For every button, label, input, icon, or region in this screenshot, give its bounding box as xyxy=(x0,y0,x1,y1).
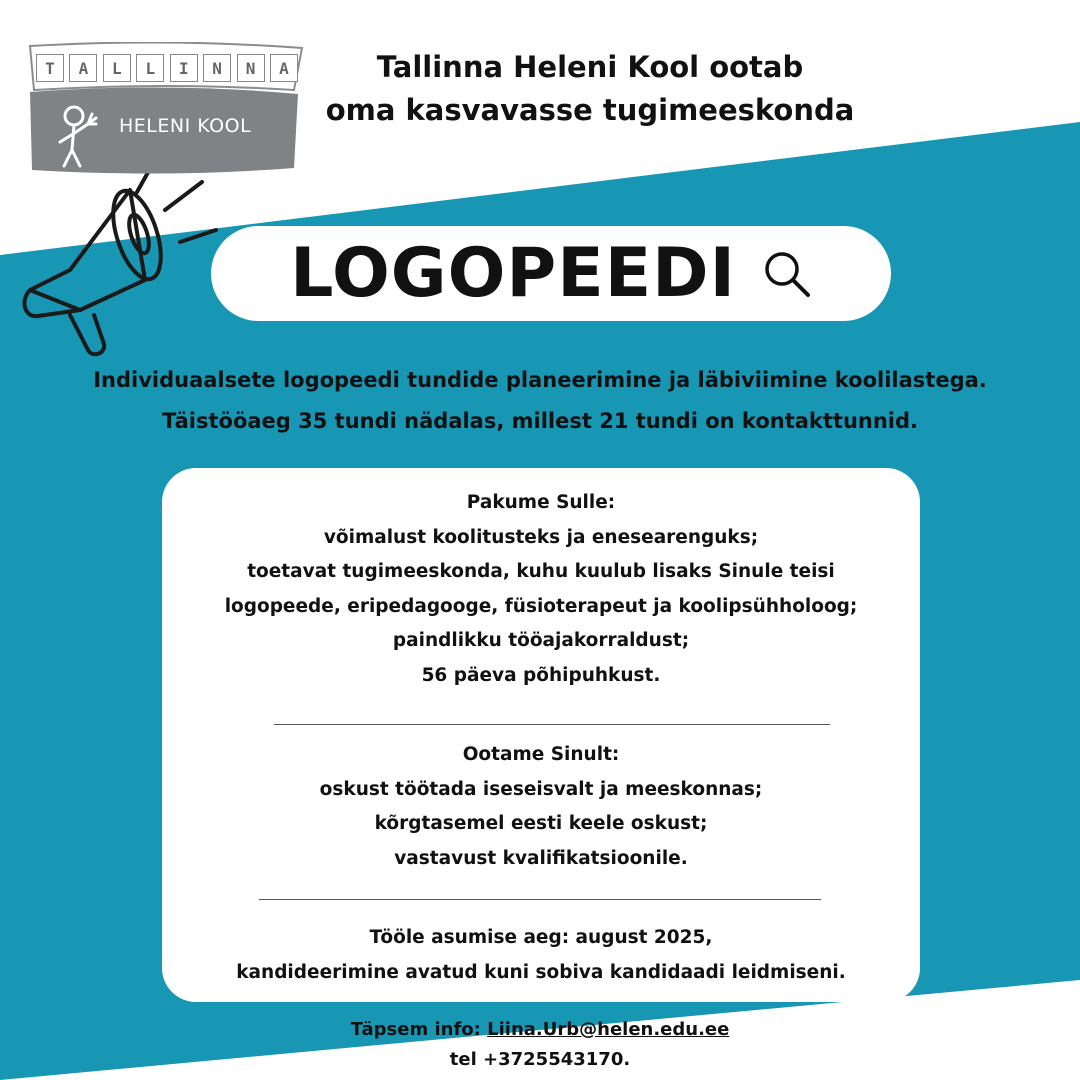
header-line-1: Tallinna Heleni Kool ootab xyxy=(376,50,804,84)
start-section xyxy=(162,921,920,990)
job-description xyxy=(30,360,1050,442)
expect-item: oskust töötada iseseisvalt ja meeskonnas; xyxy=(319,778,763,800)
email-link[interactable]: Liina.Urb@helen.edu.ee xyxy=(487,1019,730,1040)
logo-letter: I xyxy=(170,54,198,82)
expect-item: vastavust kvalifikatsioonile. xyxy=(394,847,688,869)
start-line-2: kandideerimine avatud kuni sobiva kandidaadi leidmiseni. xyxy=(236,961,846,983)
logo-letter: L xyxy=(136,54,164,82)
offer-heading: Pakume Sulle: xyxy=(466,492,616,513)
expect-section xyxy=(162,738,920,876)
offer-item: 56 päeva põhipuhkust. xyxy=(421,664,661,686)
logo-letter: T xyxy=(36,54,64,82)
logo-letter: A xyxy=(270,54,298,82)
search-icon xyxy=(762,249,812,299)
header-text xyxy=(300,46,880,132)
logo-letter: A xyxy=(69,54,97,82)
intro-line-2: Täistööaeg 35 tundi nädalas, millest 21 tundi on kontakttunnid. xyxy=(161,409,919,433)
logo-letters xyxy=(36,50,298,86)
expect-item: kõrgtasemel eesti keele oskust; xyxy=(374,813,708,834)
logo-letter: N xyxy=(203,54,231,82)
job-title: LOGOPEEDI xyxy=(290,234,736,313)
intro-line-1: Individuaalsete logopeedi tundide planeerimine ja läbiviimine koolilastega. xyxy=(93,368,987,392)
title-box xyxy=(211,226,891,321)
logo-letter: L xyxy=(103,54,131,82)
school-logo xyxy=(26,42,306,178)
offer-item: toetavat tugimeeskonda, kuhu kuulub lisaks Sinule teisi xyxy=(247,561,835,582)
start-line-1: Tööle asumise aeg: august 2025, xyxy=(369,927,713,948)
logo-letter: N xyxy=(237,54,265,82)
offer-section xyxy=(162,486,920,693)
header-line-2: oma kasvavasse tugimeeskonda xyxy=(325,93,855,127)
divider xyxy=(259,899,821,900)
logo-name: HELENI KOOL xyxy=(119,115,252,137)
info-label: Täpsem info: xyxy=(350,1019,481,1040)
expect-heading: Ootame Sinult: xyxy=(462,744,620,765)
contact-info xyxy=(290,1015,790,1075)
divider xyxy=(274,724,830,725)
offer-item: paindlikku tööajakorraldust; xyxy=(392,630,690,651)
phone-number: tel +3725543170. xyxy=(449,1049,631,1070)
offer-item: logopeede, eripedagooge, füsioterapeut ja koolipsühholoog; xyxy=(224,595,858,617)
offer-item: võimalust koolitusteks ja enesearenguks; xyxy=(323,526,759,548)
